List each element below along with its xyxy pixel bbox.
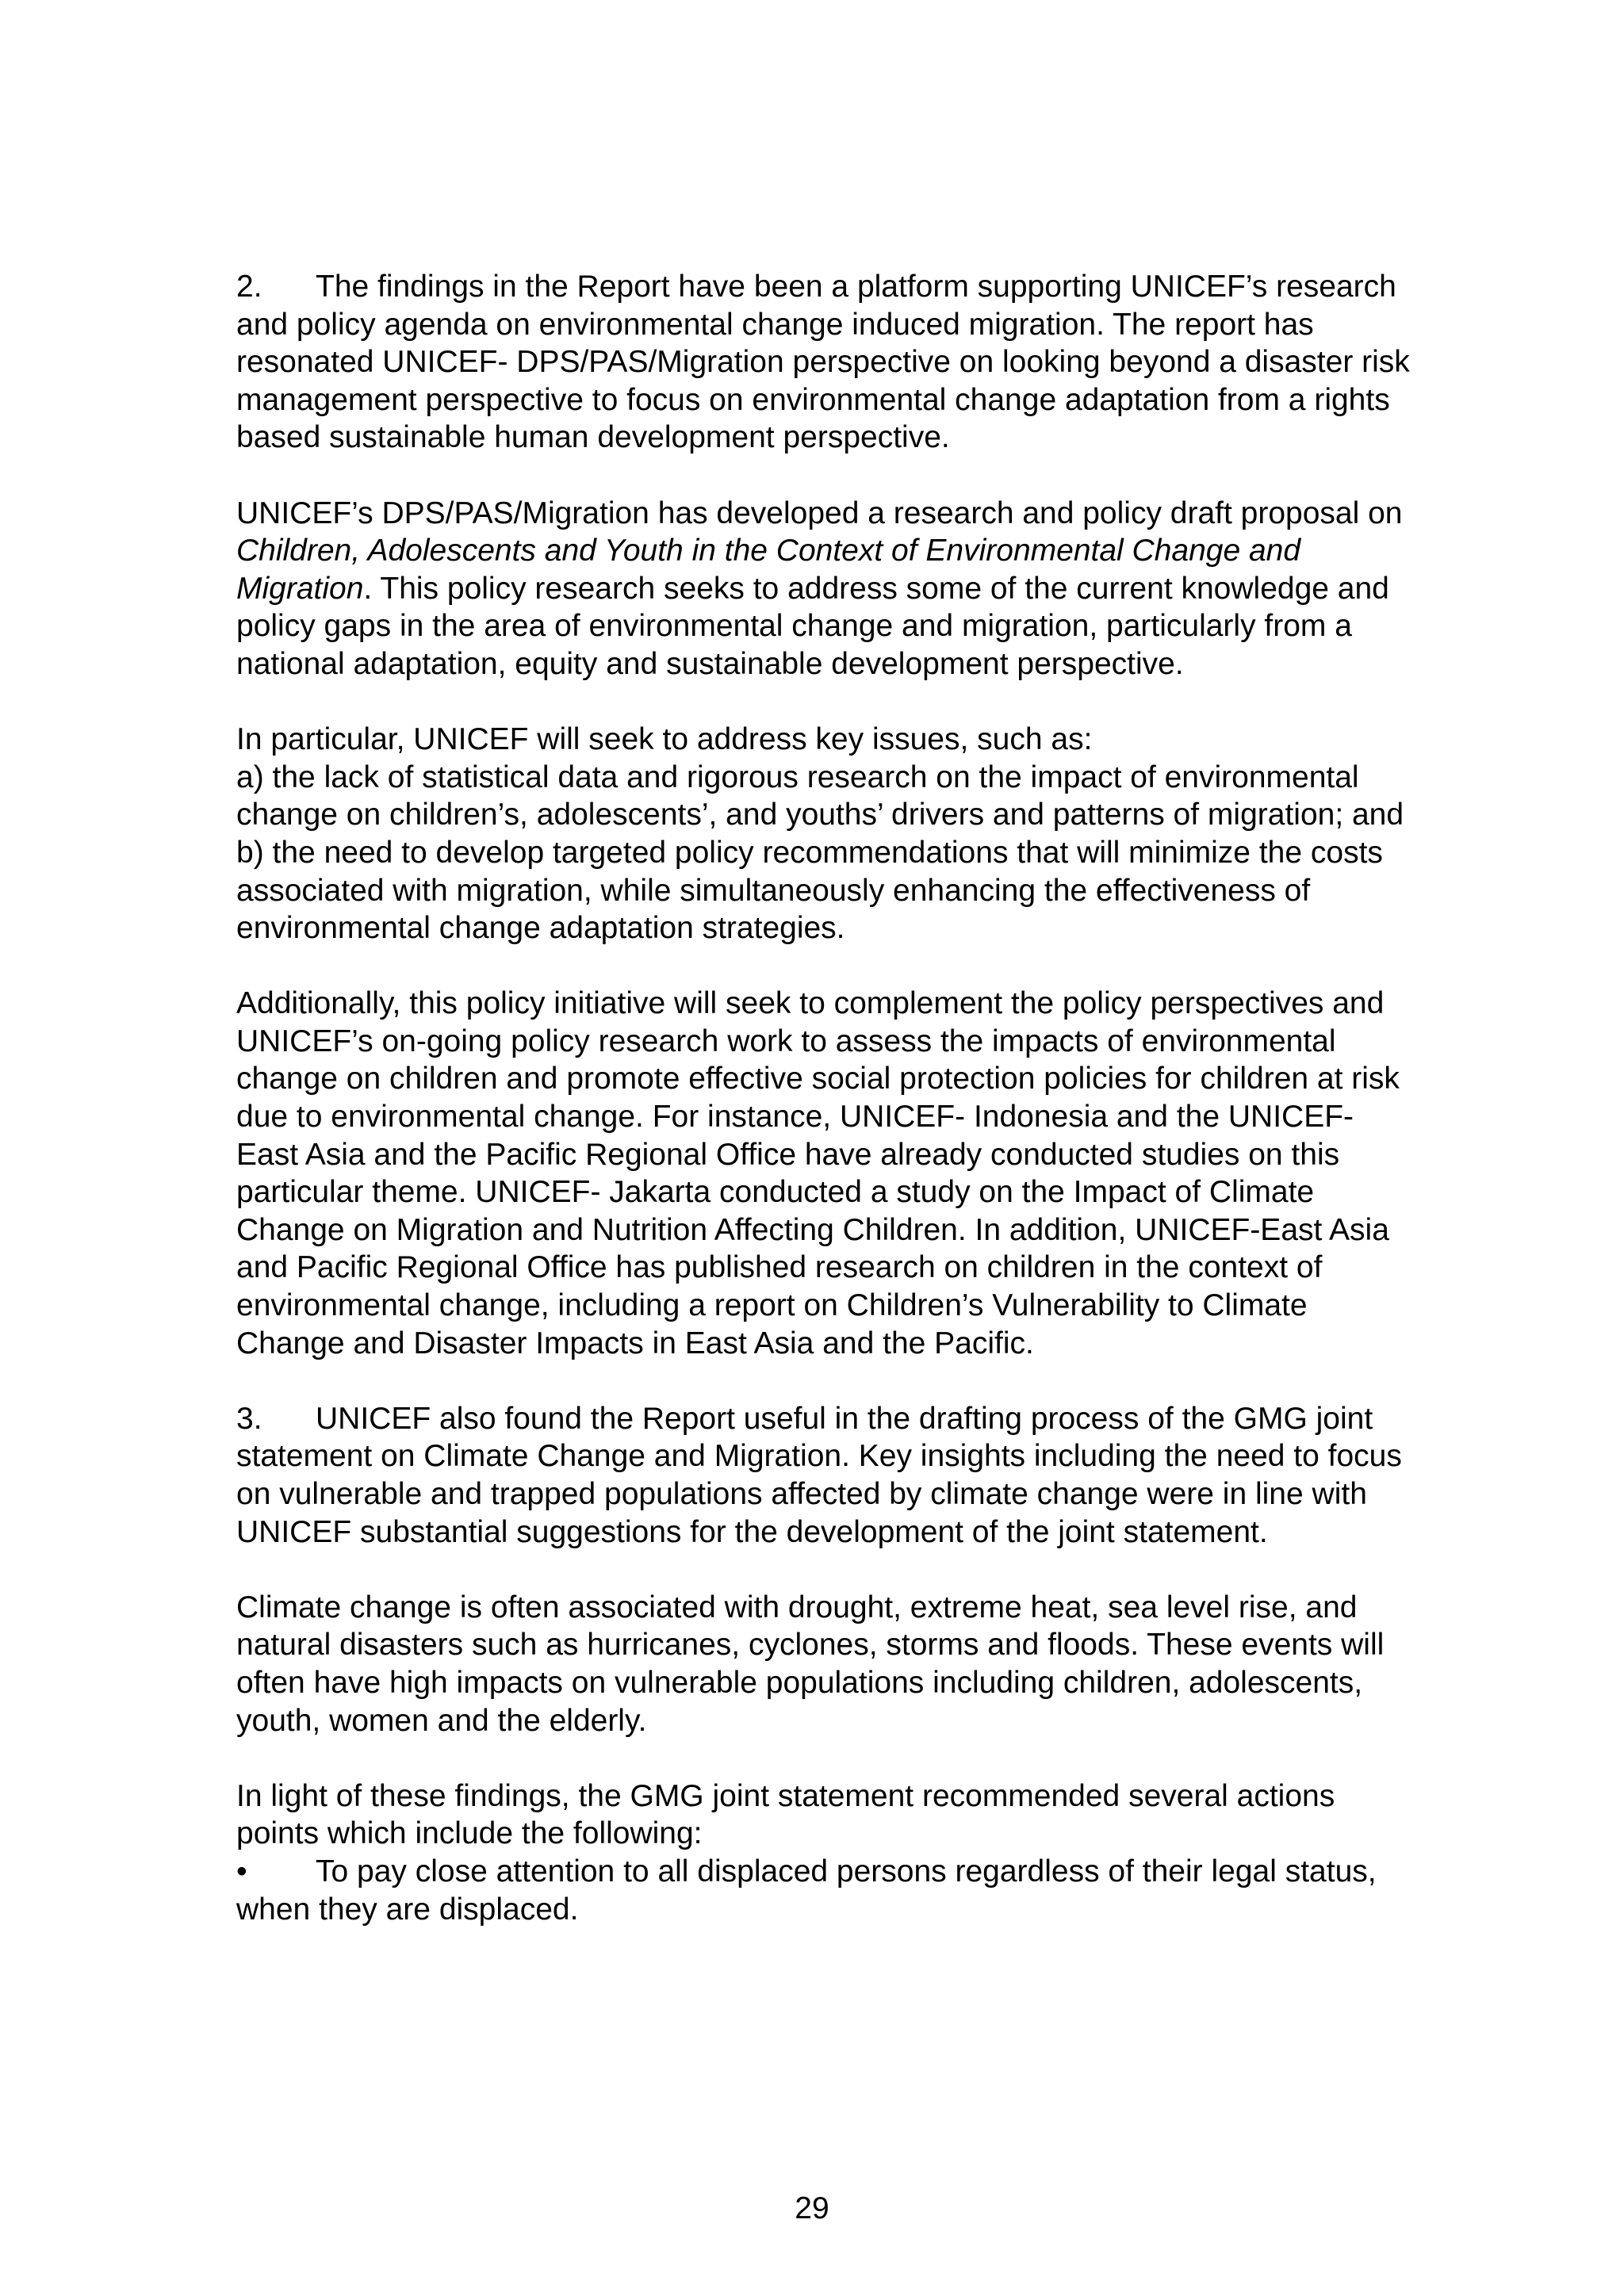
paragraph-gap	[236, 1739, 1410, 1777]
paragraph-in-light: In light of these findings, the GMG joint statement recommended several actions points which include the following:	[236, 1778, 1335, 1851]
paragraph-text: UNICEF also found the Report useful in the drafting process of the GMG joint statement on Climate Change and Migration. Key insights including the need to focus on vulnerable and trapped populations affected by climate change were in line with UNICEF substantial suggestions for the development of the joint statement.	[236, 1401, 1402, 1549]
paragraph-gap	[236, 947, 1410, 985]
paragraph-3	[236, 1400, 1410, 1551]
list-item-a: a) the lack of statistical data and rigorous research on the impact of environmental change on children’s, adolescents’, and youths’ drivers and patterns of migration; and	[236, 760, 1404, 832]
page-number: 29	[795, 2191, 829, 2225]
paragraph-number: 3.	[236, 1401, 262, 1436]
paragraph-climate-change: Climate change is often associated with drought, extreme heat, sea level rise, and natural disasters such as hurricanes, cyclones, storms and floods. These events will often have high impacts on vulnerable populations including children, adolescents, youth, women and the elderly.	[236, 1590, 1385, 1738]
proposal-title-italic: Children, Adolescents and Youth in the Context of Environmental Change and Migration	[236, 534, 1301, 606]
paragraph-dps-proposal	[236, 495, 1410, 683]
bullet-text: To pay close attention to all displaced persons regardless of their legal status, when they are displaced.	[236, 1854, 1377, 1927]
paragraph-gap	[236, 457, 1410, 495]
paragraph-text-after: . This policy research seeks to address some of the current knowledge and policy gaps in the area of environmental change and migration, particularly from a national adaptation, equity and sustainable development perspective.	[236, 571, 1389, 681]
paragraph-text: The findings in the Report have been a platform supporting UNICEF’s research and policy agenda on environmental change induced migration. The report has resonated UNICEF- DPS/PAS/Migration perspective on looking beyond a disaster risk management perspective to focus on environmental change adaptation from a rights based sustainable human development perspective.	[236, 270, 1410, 455]
list-item-b: b) the need to develop targeted policy recommendations that will minimize the costs associated with migration, while simultaneously enhancing the effectiveness of environmental change adaptation strategies.	[236, 835, 1383, 946]
paragraph-text-before: UNICEF’s DPS/PAS/Migration has developed a research and policy draft proposal on	[236, 496, 1403, 530]
paragraph-gap	[236, 1362, 1410, 1400]
paragraph-gap	[236, 683, 1410, 721]
paragraph-key-issues-intro: In particular, UNICEF will seek to address key issues, such as:	[236, 722, 1093, 757]
bullet-item	[236, 1853, 1410, 1928]
paragraph-2	[236, 268, 1410, 457]
paragraph-gap	[236, 1551, 1410, 1589]
paragraph-additionally: Additionally, this policy initiative will seek to complement the policy perspectives and UNICEF’s on-going policy research work to assess the impacts of environmental change on children and promote effective social protection policies for children at risk due to environmental change. For instance, UNICEF- Indonesia and the UNICEF-East Asia and the Pacific Regional Office have already conducted studies on this particular theme. UNICEF- Jakarta conducted a study on the Impact of Climate Change on Migration and Nutrition Affecting Children. In addition, UNICEF-East Asia and Pacific Regional Office has published research on children in the context of environmental change, including a report on Children’s Vulnerability to Climate Change and Disaster Impacts in East Asia and the Pacific.	[236, 986, 1400, 1360]
document-body	[236, 268, 1410, 1928]
paragraph-number: 2.	[236, 270, 262, 304]
bullet-icon: •	[236, 1854, 247, 1888]
